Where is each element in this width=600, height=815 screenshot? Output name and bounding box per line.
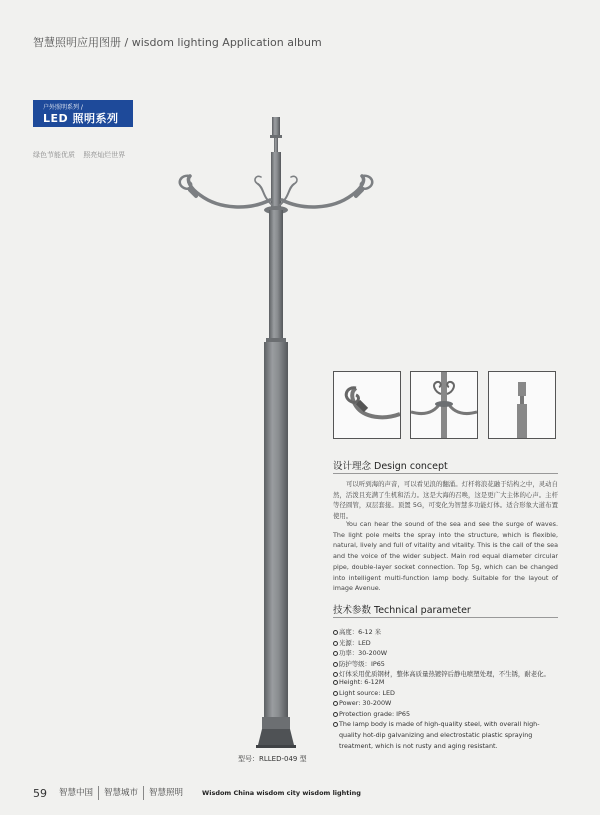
param-light-source-en: Light source: LED (333, 688, 561, 699)
param-power-cn: 功率：30-200W (333, 648, 561, 659)
footer-item-china: 智慧中国 (54, 786, 99, 800)
param-height-cn: 高度：6-12 米 (333, 627, 561, 638)
design-concept-text-en: You can hear the sound of the sea and see the surge of waves. The light pole melts the spray into the structure, which is flexible, natural, lively and full of vitality and vitality. This is the call of the sea and the voice of the wider subject. Main rod equal diameter circular pipe, double-layer socket connection. Top 5g, which can be changed into intelligent multi-function lamp body. Suitable for the layout of image Avenue. (333, 520, 558, 593)
footer-item-lighting: 智慧照明 (149, 788, 184, 798)
param-material-en: The lamp body is made of high-quality steel, with overall high-quality hot-dip galvanizing and electrostatic plastic spraying treatment, which is not rusty and aging resistant. (333, 719, 561, 751)
detail-image-pole-top (488, 371, 556, 439)
series-subtitle: 户外照明系列 / (43, 104, 83, 111)
tech-parameter-list-en (333, 677, 561, 751)
tech-parameter-title: 技术参数 Technical parameter (333, 605, 471, 616)
design-concept-title: 设计理念 Design concept (333, 461, 448, 472)
param-protection-cn: 防护等级：IP65 (333, 659, 561, 670)
footer-english-tagline: Wisdom China wisdom city wisdom lighting (202, 789, 361, 797)
design-concept-rule (333, 473, 558, 474)
detail-image-lamp-head (333, 371, 401, 439)
album-title: 智慧照明应用图册 / wisdom lighting Application album (33, 36, 322, 49)
param-light-source-cn: 光源：LED (333, 638, 561, 649)
tech-parameter-list-cn (333, 627, 561, 680)
series-title: LED 照明系列 (43, 112, 119, 125)
footer (33, 786, 361, 800)
param-power-en: Power: 30-200W (333, 698, 561, 709)
param-protection-en: Protection grade: IP65 (333, 709, 561, 720)
design-concept-text-cn: 可以听到海的声音，可以看见浪的翻涌。灯杆将浪花融于结构之中，灵动自然，活泼且充满了生机和活力。这是大海的召唤，这是更广大主体的心声。主杆等径圆管，双层套接。顶置 5G，可变化为智慧多功能灯体。适合形象大道布置使用。 (333, 480, 558, 521)
param-height-en: Height: 6-12M (333, 677, 561, 688)
detail-image-arm-joint (410, 371, 478, 439)
page-number: 59 (33, 786, 47, 800)
footer-item-city: 智慧城市 (99, 786, 144, 800)
model-number: 型号：RLLED-049 型 (238, 755, 307, 763)
param-material-cn: 灯体采用优质钢材，整体高质量热镀锌后静电喷塑处理，不生锈，耐老化。 (333, 669, 561, 680)
lamp-pole (256, 117, 296, 748)
slogan: 绿色节能优质 照亮灿烂世界 (33, 151, 126, 159)
tech-parameter-rule (333, 617, 558, 618)
